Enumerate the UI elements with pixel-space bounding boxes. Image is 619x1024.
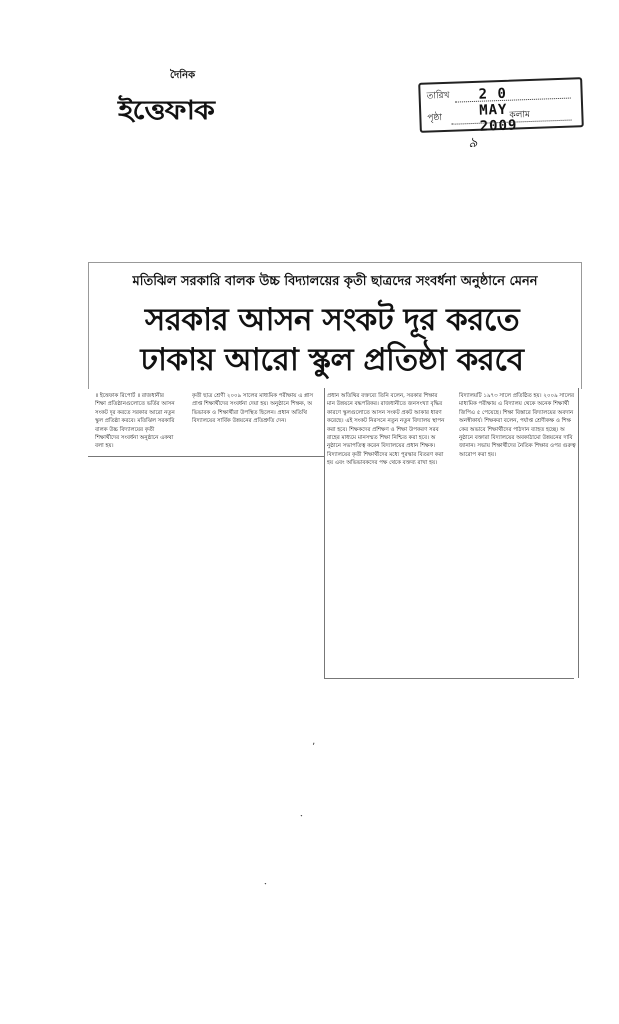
clip-edge-bottom-right [324,678,574,679]
stamp-page-label: পৃষ্ঠা [427,113,443,124]
article-kicker: মতিঝিল সরকারি বালক উচ্চ বিদ্যালয়ের কৃতী ছাত্রদের সংবর্ধনা অনুষ্ঠানে মেনন [132,274,538,289]
clip-edge-bottom-left [88,456,324,457]
newspaper-masthead [118,68,258,128]
scan-speck: ˑ [300,812,304,823]
stamp-date-value: 2 0 MAY 2009 [478,85,518,135]
article-column-1: ॥ ইত্তেফাক রিপোর্ট ॥ রাজধানীর শিক্ষা প্রতিষ্ঠানগুলোতে ভর্তির আসন সংকট দূর করতে সরকার আরো নতুন স্কুল প্রতিষ্ঠা করবে। মতিঝিল সরকারি বালক উচ্চ বিদ্যালয়ের কৃতী শিক্ষার্থীদের সংবর্ধনা অনুষ্ঠানে একথা বলা হয়। [95,393,175,450]
stamp-column-label: কলাম [509,109,531,121]
stamp-date-label: তারিখ [426,90,450,102]
article-column-4: বিদ্যালয়টি ১৯৭৩ সালে প্রতিষ্ঠিত হয়। ২০০৯ সালের মাধ্যমিক পরীক্ষায় এ বিদ্যালয় থেকে অনেক শিক্ষার্থী জিপিএ ৫ পেয়েছে। শিক্ষা বিস্তারে বিদ্যালয়ের অবদান অনস্বীকার্য। শিক্ষকরা বলেন, পর্যাপ্ত শ্রেণীকক্ষ ও শিক্ষকের অভাবে শিক্ষার্থীদের পাঠদান ব্যাহত হচ্ছে। অনুষ্ঠানে বক্তারা বিদ্যালয়ের অবকাঠামো উন্নয়নের দাবি জানান। সভায় শিক্ষার্থীদের নৈতিক শিক্ষার ওপর গুরুত্ব আরোপ করা হয়। [459,393,576,458]
scan-speck: ˑ [264,880,268,891]
scan-speck: ʼ [312,742,316,753]
clip-edge-right [578,388,579,678]
date-stamp [418,77,584,152]
article-column-3: প্রধান অতিথির বক্তব্যে তিনি বলেন, সরকার শিক্ষার মান উন্নয়নে বদ্ধপরিকর। রাজধানীতে জনসংখ্যা বৃদ্ধির কারণে স্কুলগুলোতে আসন সংকট প্রকট আকার ধারণ করেছে। এই সংকট নিরসনে নতুন নতুন বিদ্যালয় স্থাপন করা হবে। শিক্ষকদের প্রশিক্ষণ ও শিক্ষা উপকরণ সরবরাহের মাধ্যমে মানসম্মত শিক্ষা নিশ্চিত করা হবে। অনুষ্ঠানে সভাপতিত্ব করেন বিদ্যালয়ের প্রধান শিক্ষক। বিদ্যালয়ের কৃতী শিক্ষার্থীদের মধ্যে পুরস্কার বিতরণ করা হয় এবং অভিভাবকদের পক্ষ থেকে বক্তব্য রাখা হয়। [327,393,445,467]
headline-line-1: সরকার আসন সংকট দূর করতে [144,302,520,338]
headline-line-2: ঢাকায় আরো স্কুল প্রতিষ্ঠা করবে [140,342,524,378]
masthead-kicker: দৈনিক [170,70,196,81]
masthead-title: ইত্তেফাক [118,96,214,126]
clip-edge-vertical [324,388,325,678]
article-column-2: কৃতী ছাত্র শ্রেণী ২০০৯ সালের মাধ্যমিক পরীক্ষায় এ প্লাস প্রাপ্ত শিক্ষার্থীদের সংবর্ধনা দেয়া হয়। অনুষ্ঠানে শিক্ষক, অভিভাবক ও শিক্ষার্থীরা উপস্থিত ছিলেন। প্রধান অতিথি বিদ্যালয়ের সার্বিক উন্নয়নের প্রতিশ্রুতি দেন। [192,393,314,425]
stamp-page-value: ৯ [468,134,478,152]
